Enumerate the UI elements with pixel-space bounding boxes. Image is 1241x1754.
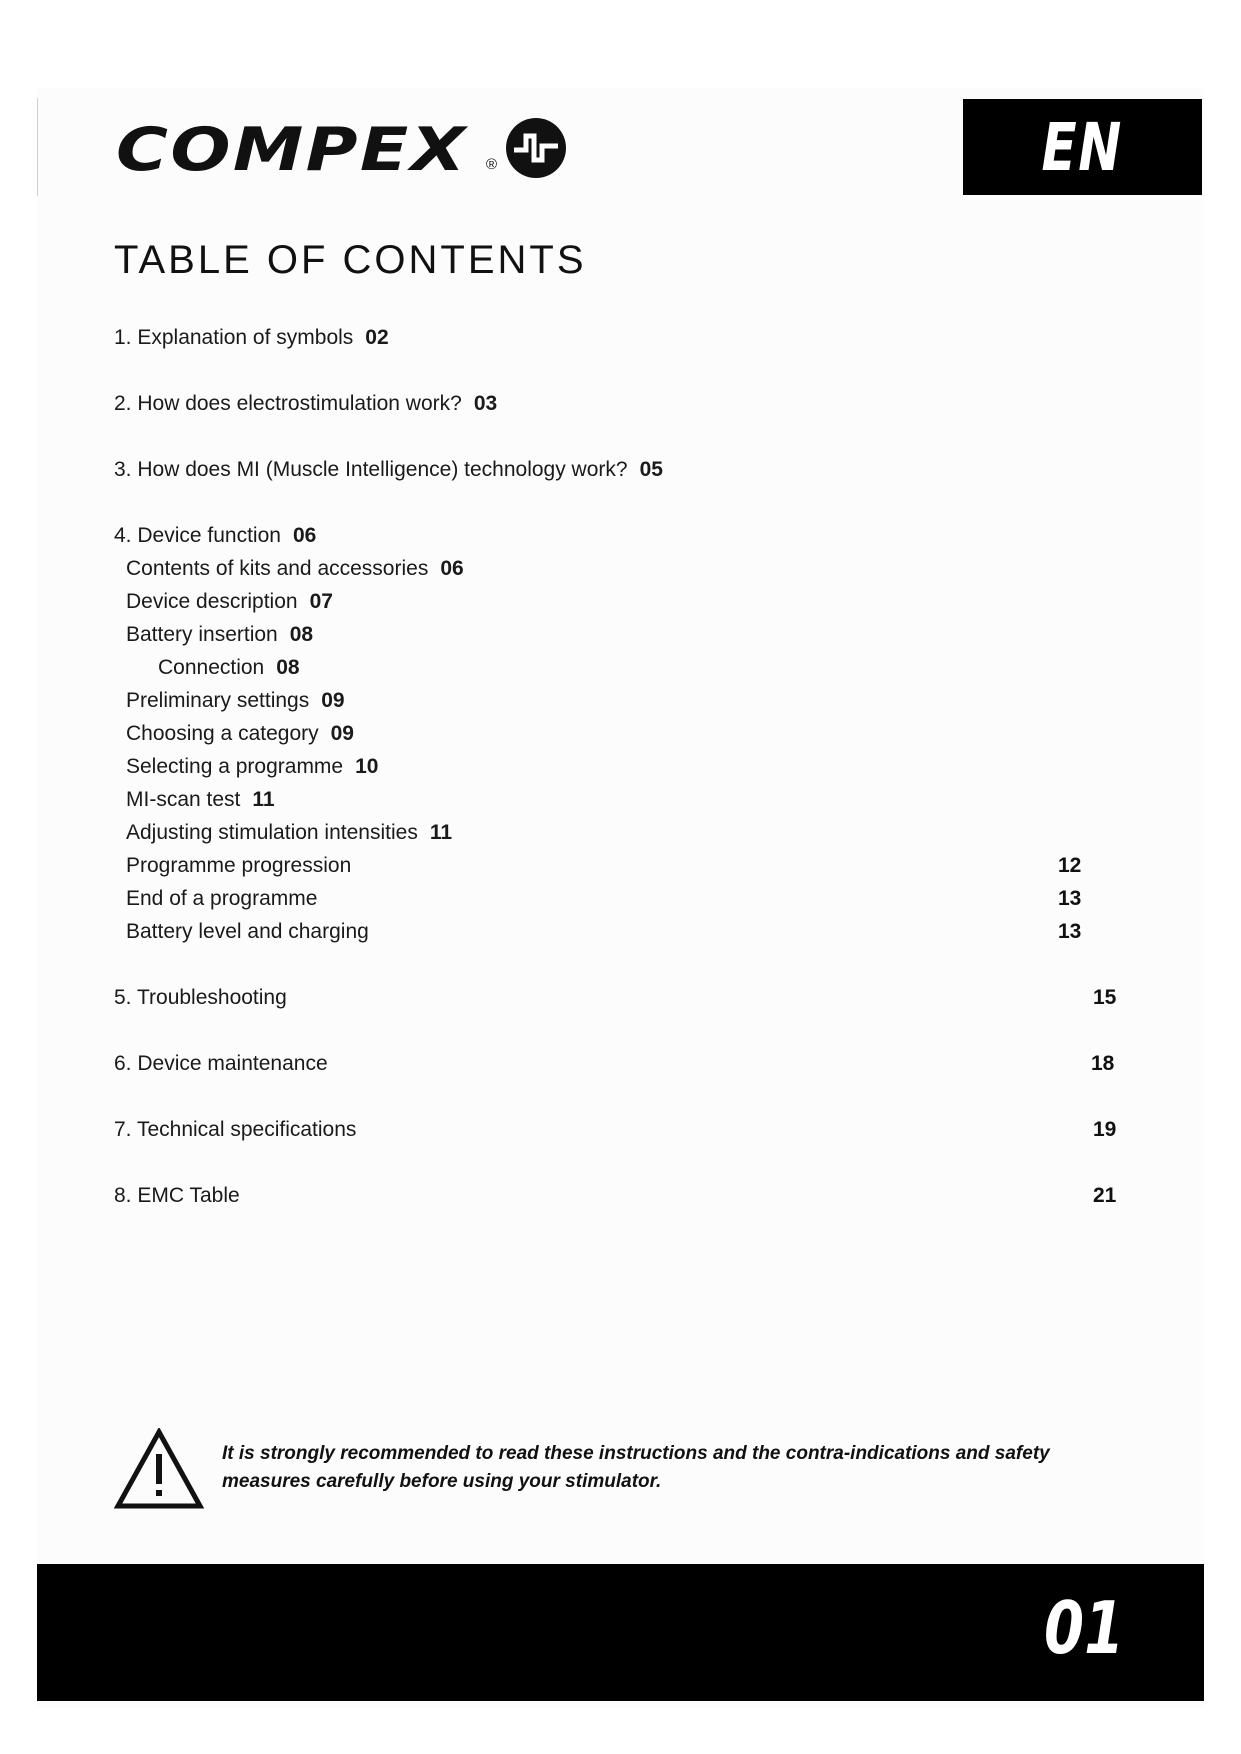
toc-entry-label: Programme progression	[126, 854, 352, 877]
toc-entry	[114, 326, 389, 350]
toc-entry-page: 12	[1058, 854, 1082, 877]
toc-subentry	[126, 689, 345, 713]
toc-entry	[114, 392, 497, 416]
toc-subentry	[126, 887, 317, 911]
page-number: 01	[1043, 1586, 1124, 1670]
toc-entry	[114, 458, 663, 482]
toc-entry-label: 7. Technical specifications	[114, 1118, 357, 1141]
toc-subentry	[126, 590, 333, 614]
language-badge	[963, 99, 1202, 195]
toc-entry	[114, 986, 287, 1010]
toc-entry-label: 8. EMC Table	[114, 1184, 240, 1207]
toc-entry-page: 15	[1093, 986, 1117, 1009]
toc-subentry	[126, 557, 464, 581]
toc-subentry	[126, 788, 275, 812]
toc-entry-page: 11	[429, 821, 453, 844]
toc-entry	[114, 1184, 240, 1208]
warning-text: It is strongly recommended to read these instructions and the contra-indications and safety measures carefully before using your stimulator.	[222, 1443, 1050, 1492]
toc-subentry	[126, 920, 369, 944]
toc-entry-label: Connection	[158, 656, 265, 679]
toc-entry-page: 09	[321, 689, 345, 712]
toc-entry-label: MI-scan test	[126, 788, 241, 811]
toc-entry-label: 6. Device maintenance	[114, 1052, 328, 1075]
toc-entry-label: 4. Device function	[114, 524, 281, 547]
toc-subentry	[126, 821, 452, 845]
compex-logo	[116, 110, 498, 190]
page-title: TABLE OF CONTENTS	[114, 238, 587, 282]
brand-name: COMPEX	[116, 115, 468, 185]
toc-entry-page: 07	[309, 590, 333, 613]
toc-entry	[114, 1052, 328, 1076]
toc-entry-label: Contents of kits and accessories	[126, 557, 429, 580]
toc-entry-label: 1. Explanation of symbols	[114, 326, 354, 349]
toc-entry-page: 02	[365, 326, 389, 349]
toc-entry-page: 03	[473, 392, 498, 415]
toc-entry-label: 3. How does MI (Muscle Intelligence) technology work?	[114, 458, 628, 481]
toc-entry-page: 13	[1058, 920, 1082, 943]
toc-entry-page: 19	[1093, 1118, 1117, 1141]
toc-entry-label: 5. Troubleshooting	[114, 986, 287, 1009]
toc-entry-page: 18	[1091, 1052, 1115, 1075]
toc-subentry	[126, 755, 378, 779]
toc-entry-page: 08	[289, 623, 314, 646]
toc-entry-page: 05	[639, 458, 663, 481]
toc-entry-label: 2. How does electrostimulation work?	[114, 392, 462, 415]
toc-entry-page: 08	[276, 656, 300, 679]
toc-entry-page: 06	[440, 557, 464, 580]
toc-entry	[114, 524, 316, 548]
toc-subentry	[126, 854, 351, 878]
compex-emblem-icon	[504, 116, 568, 180]
toc-entry-page: 10	[355, 755, 379, 778]
toc-entry-page: 21	[1093, 1184, 1117, 1207]
footer-bar	[37, 1564, 1204, 1701]
toc-entry	[114, 1118, 356, 1142]
toc-entry-label: Battery level and charging	[126, 920, 369, 943]
toc-subentry	[126, 722, 354, 746]
toc-entry-page: 11	[252, 788, 275, 811]
toc-entry-label: Adjusting stimulation intensities	[126, 821, 418, 844]
toc-entry-label: End of a programme	[126, 887, 318, 910]
toc-entry-label: Preliminary settings	[126, 689, 310, 712]
registered-mark: ®	[486, 156, 498, 173]
warning-triangle-icon	[114, 1428, 204, 1510]
toc-subentry	[158, 656, 300, 680]
left-margin-rule	[37, 98, 38, 196]
toc-entry-label: Battery insertion	[126, 623, 278, 646]
toc-subentry	[126, 623, 313, 647]
toc-entry-page: 09	[330, 722, 354, 745]
toc-entry-label: Device description	[126, 590, 298, 613]
toc-entry-page: 13	[1058, 887, 1082, 910]
language-label: EN	[1041, 108, 1124, 186]
toc-entry-label: Choosing a category	[126, 722, 319, 745]
toc-entry-page: 06	[292, 524, 317, 547]
toc-entry-label: Selecting a programme	[126, 755, 344, 778]
